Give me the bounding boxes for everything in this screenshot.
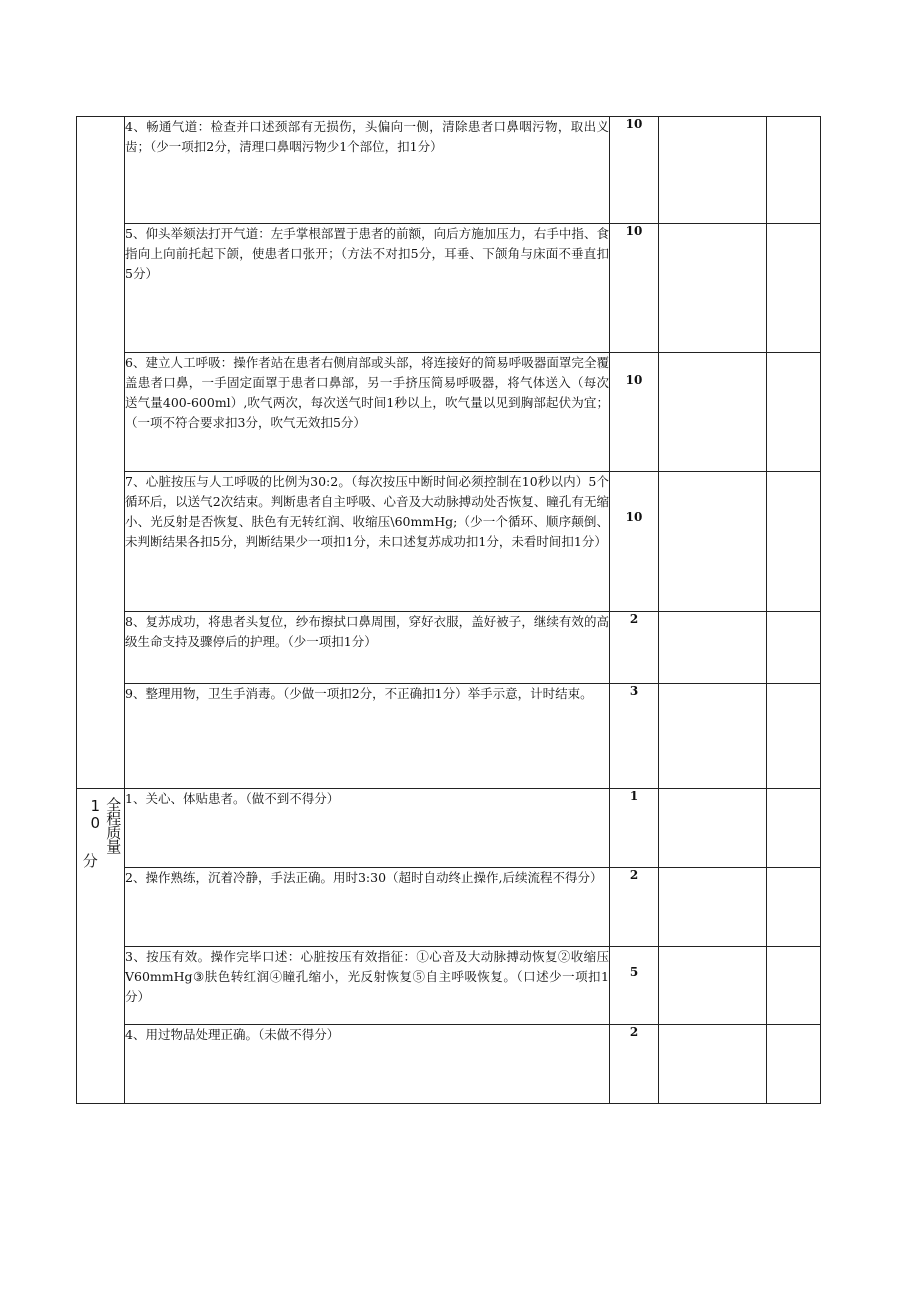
category-cell-quality (77, 789, 125, 1104)
category-label: 全程质量10 (86, 797, 123, 853)
deduction-cell (659, 472, 767, 612)
deduction-cell (659, 684, 767, 789)
item-score: 2 (610, 1025, 659, 1104)
table-row (77, 868, 821, 947)
item-score: 10 (610, 224, 659, 353)
deduction-cell (659, 1025, 767, 1104)
scoring-table (76, 116, 821, 1104)
deduction-cell (659, 612, 767, 684)
remark-cell (767, 224, 821, 353)
item-text: 2、操作熟练，沉着冷静，手法正确。用时3:30（超时自动终止操作,后续流程不得分） (125, 868, 610, 947)
item-score: 10 (610, 472, 659, 612)
table-row (77, 224, 821, 353)
deduction-cell (659, 789, 767, 868)
item-score: 5 (610, 947, 659, 1025)
remark-cell (767, 353, 821, 472)
item-text: 4、用过物品处理正确。（未做不得分） (125, 1025, 610, 1104)
item-text: 6、建立人工呼吸：操作者站在患者右侧肩部或头部，将连接好的简易呼吸器面罩完全覆盖患者口鼻，一手固定面罩于患者口鼻部，另一手挤压简易呼吸器，将气体送入（每次送气量400-600ml）,吹气两次，每次送气时间1秒以上，吹气量以见到胸部起伏为宜；（一项不符合要求扣3分，吹气无效扣5分） (125, 353, 610, 472)
item-text: 5、仰头举颏法打开气道：左手掌根部置于患者的前额，向后方施加压力，右手中指、食指向上向前托起下颌，使患者口张开；（方法不对扣5分，耳垂、下颌角与床面不垂直扣5分） (125, 224, 610, 353)
item-score: 3 (610, 684, 659, 789)
deduction-cell (659, 868, 767, 947)
deduction-cell (659, 224, 767, 353)
remark-cell (767, 789, 821, 868)
deduction-cell (659, 947, 767, 1025)
item-text: 7、心脏按压与人工呼吸的比例为30:2。（每次按压中断时间必须控制在10秒以内）5个循环后，以送气2次结束。判断患者自主呼吸、心音及大动脉搏动处否恢复、瞳孔有无缩小、光反射是否恢复、肤色有无转红润、收缩压\60mmHg;（少一个循环、顺序颠倒、未判断结果各扣5分，判断结果少一项扣1分，未口述复苏成功扣1分，未看时间扣1分） (125, 472, 610, 612)
remark-cell (767, 472, 821, 612)
deduction-cell (659, 353, 767, 472)
remark-cell (767, 1025, 821, 1104)
item-score: 10 (610, 117, 659, 224)
table-row (77, 117, 821, 224)
table-row (77, 612, 821, 684)
category-cell-operation (77, 117, 125, 789)
item-text: 3、按压有效。操作完毕口述：心脏按压有效指征：①心音及大动脉搏动恢复②收缩压V60mmHg③肤色转红润④瞳孔缩小，光反射恢复⑤自主呼吸恢复。（口述少一项扣1分） (125, 947, 610, 1025)
remark-cell (767, 947, 821, 1025)
table-row (77, 684, 821, 789)
item-score: 2 (610, 612, 659, 684)
table-row (77, 353, 821, 472)
remark-cell (767, 117, 821, 224)
item-score: 2 (610, 868, 659, 947)
remark-cell (767, 612, 821, 684)
item-text: 8、复苏成功，将患者头复位，纱布擦拭口鼻周围，穿好衣服，盖好被子，继续有效的高级生命支持及骤停后的护理。（少一项扣1分） (125, 612, 610, 684)
table-row (77, 472, 821, 612)
deduction-cell (659, 117, 767, 224)
table-row (77, 947, 821, 1025)
item-text: 9、整理用物，卫生手消毒。（少做一项扣2分，不正确扣1分）举手示意，计时结束。 (125, 684, 610, 789)
item-text: 1、关心、体贴患者。（做不到不得分） (125, 789, 610, 868)
table-row (77, 789, 821, 868)
remark-cell (767, 684, 821, 789)
remark-cell (767, 868, 821, 947)
item-score: 10 (610, 353, 659, 472)
table-row (77, 1025, 821, 1104)
item-score: 1 (610, 789, 659, 868)
category-label-unit: 分 (80, 853, 99, 867)
item-text: 4、畅通气道：检查并口述颈部有无损伤，头偏向一侧，清除患者口鼻咽污物，取出义齿；（少一项扣2分，清理口鼻咽污物少1个部位，扣1分） (125, 117, 610, 224)
